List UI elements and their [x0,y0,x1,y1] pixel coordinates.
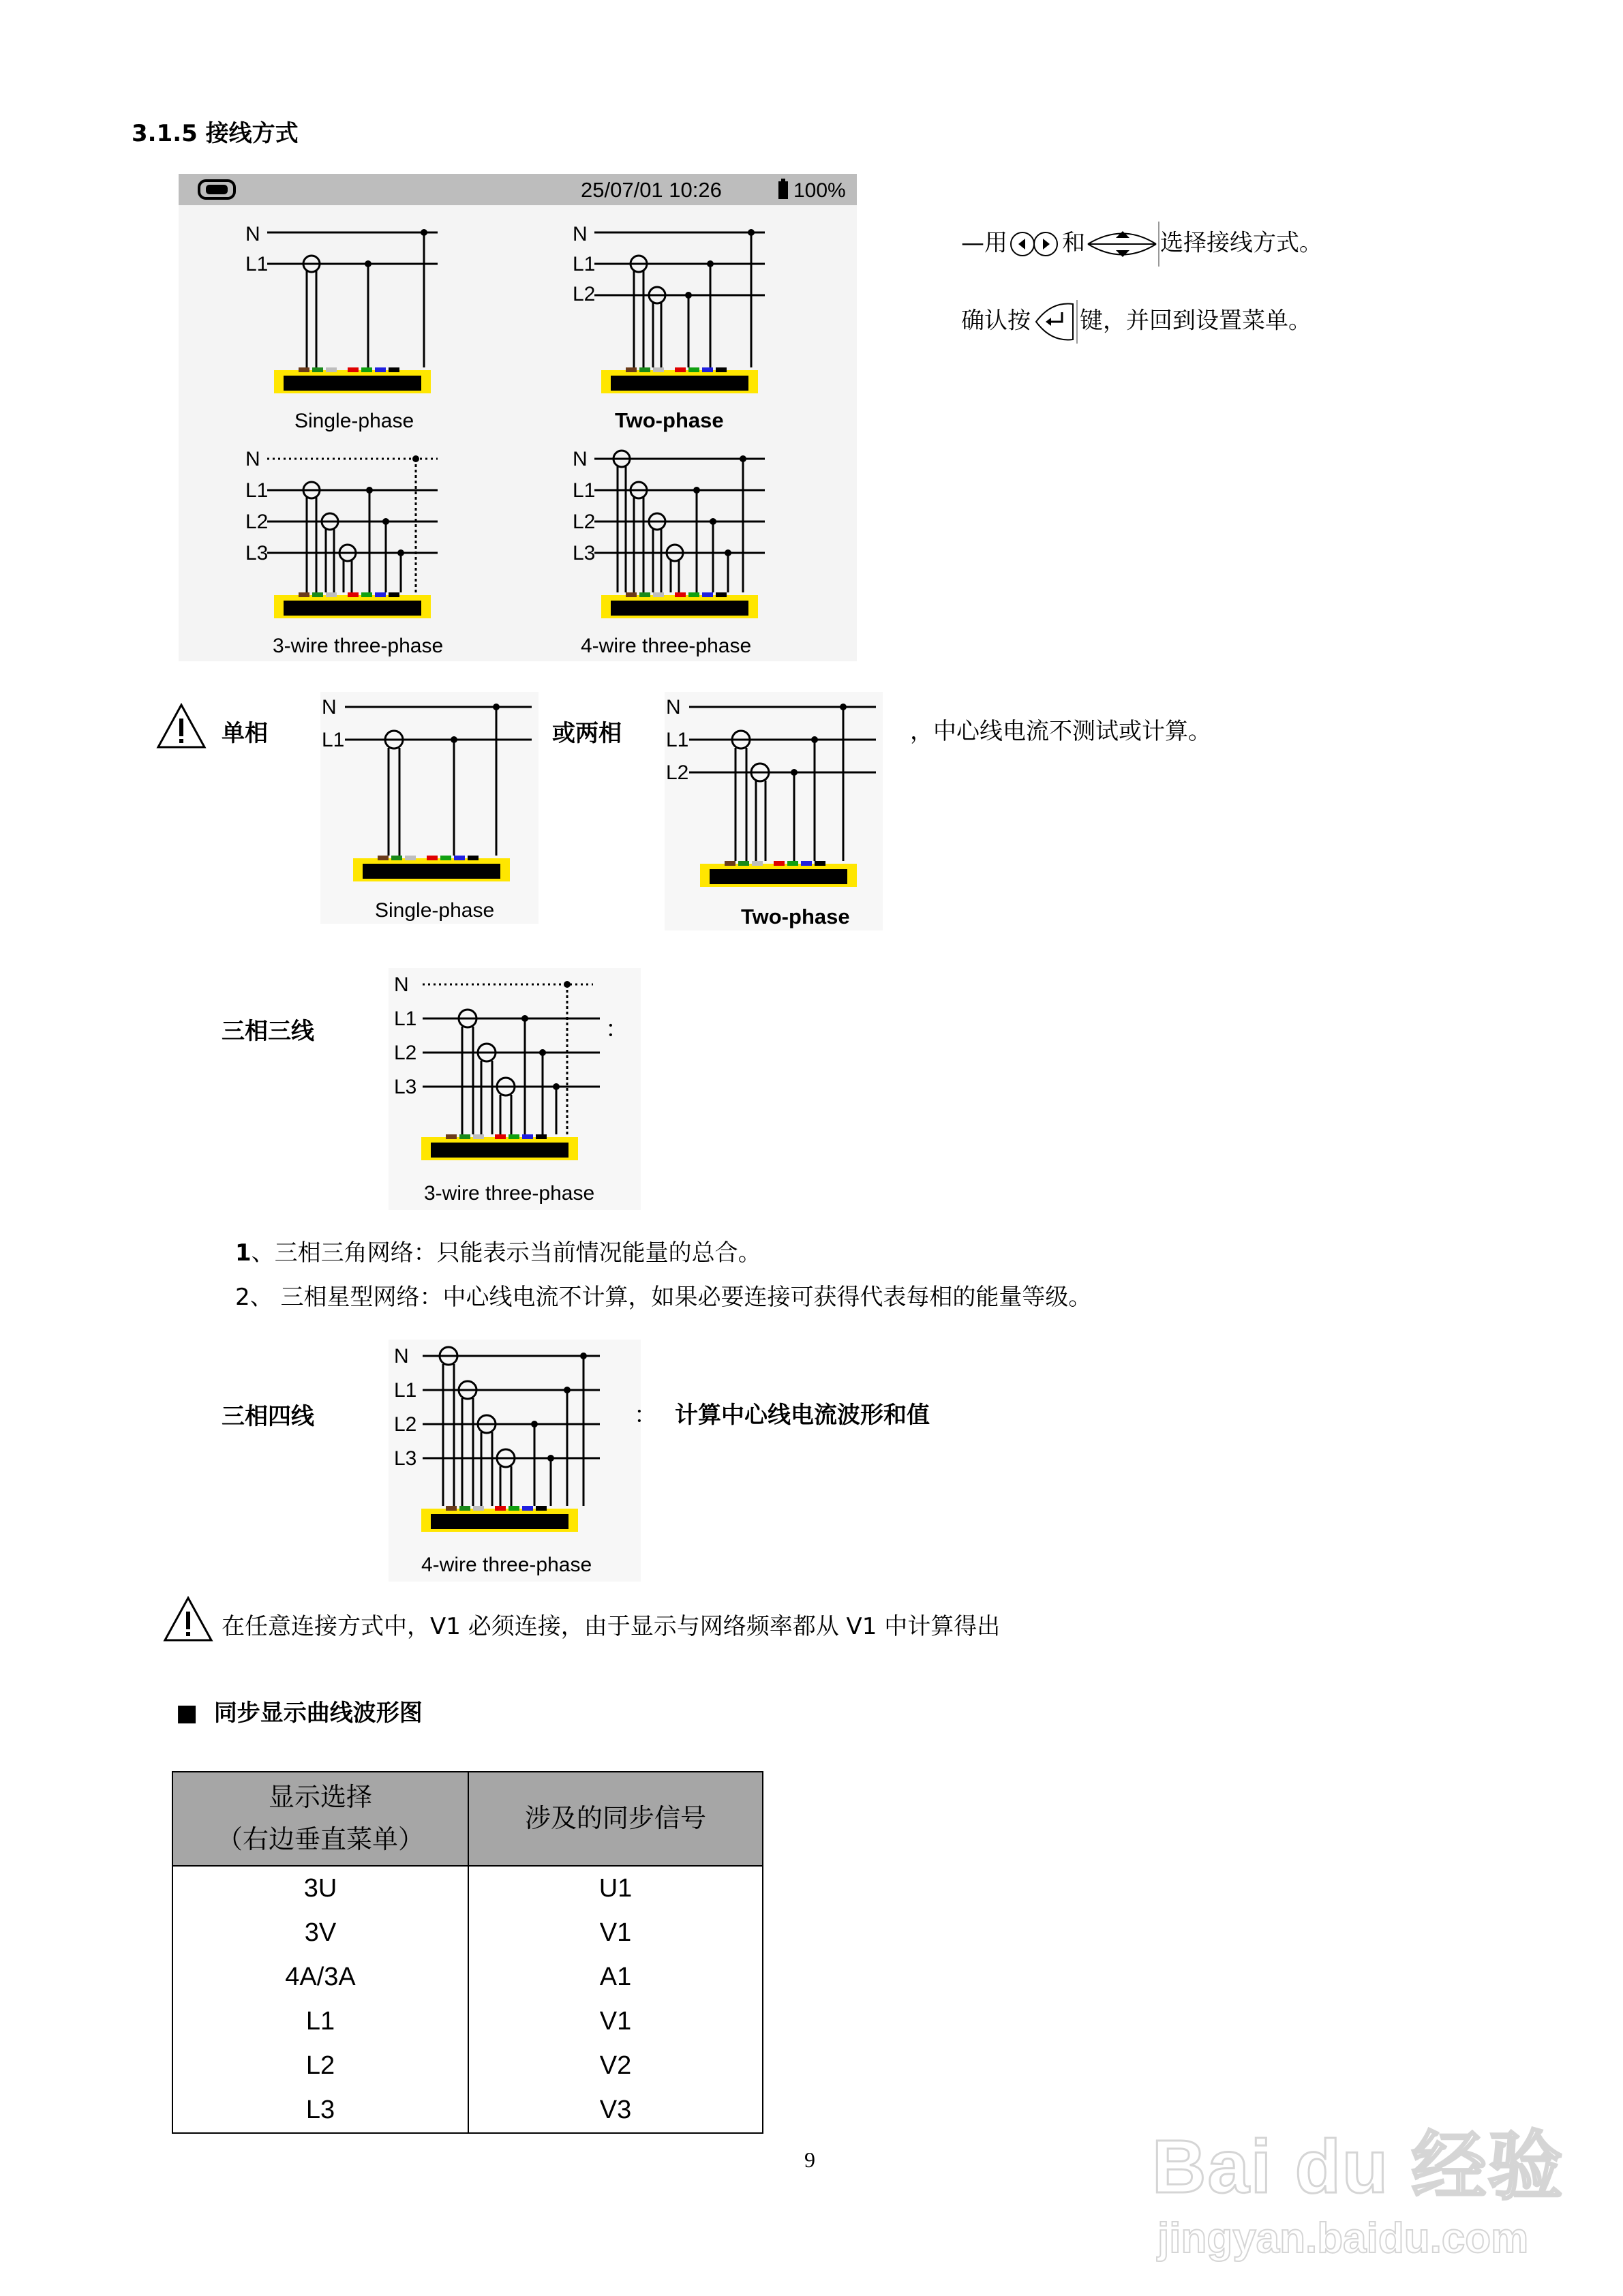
cell-display: L1 [172,1999,468,2044]
svg-text:L3: L3 [245,542,269,564]
svg-text:L3: L3 [394,1076,417,1098]
option-two-phase [573,223,765,432]
cell-display: L2 [172,2044,468,2088]
bullet-icon: ■ [176,1700,198,1727]
svg-text:L2: L2 [394,1413,417,1436]
caption-two-phase: Two-phase [615,408,724,432]
device-screen [179,174,857,661]
four-wire-label: 三相四线 [222,1403,314,1430]
cell-signal: U1 [468,1866,763,1911]
svg-text:L1: L1 [666,729,689,751]
svg-text:L2: L2 [245,511,269,533]
svg-text:N: N [666,696,681,719]
caption-single-phase: Single-phase [294,410,414,432]
sync-heading: ■ 同步显示曲线波形图 [176,1700,423,1727]
cell-display: 3V [172,1911,468,1955]
section-heading [132,115,299,148]
option-3-wire [245,448,443,657]
four-wire-note: 计算中心线电流波形和值 [675,1402,930,1429]
option-single-phase [245,223,438,432]
svg-text:N: N [245,448,260,470]
svg-text:N: N [394,1345,409,1368]
svg-text:L1: L1 [245,479,269,502]
svg-text:L3: L3 [573,542,596,564]
svg-text:L1: L1 [322,729,345,751]
svg-text:L2: L2 [573,283,596,305]
warning1-or-two: 或两相 [552,720,622,747]
caption-two-phase-2: Two-phase [741,905,850,928]
svg-text:N: N [573,223,588,245]
table-row [172,1999,763,2044]
table-row [172,2088,763,2133]
table-row [172,1866,763,1911]
svg-text:N: N [394,973,409,996]
header-display-selection: 显示选择 （右边垂直菜单） [172,1772,468,1866]
warning2-text: 在任意连接方式中，V1 必须连接，由于显示与网络频率都从 V1 中计算得出 [222,1613,1001,1640]
warning-icon [155,702,207,750]
three-wire-item-1: 1、三相三角网络：只能表示当前情况能量的总合。 [235,1239,761,1267]
cell-display: 3U [172,1866,468,1911]
cell-signal: V1 [468,1999,763,2044]
status-datetime: 25/07/01 10:26 [581,178,722,202]
svg-text:L1: L1 [394,1008,417,1030]
warning1-note: ，中心线电流不测试或计算。 [910,718,1211,745]
diagram-3-wire [389,968,641,1210]
cell-display: 4A/3A [172,1955,468,1999]
up-down-keys-icon [1085,222,1160,267]
sync-signal-table [172,1771,763,2134]
table-row [172,1911,763,1955]
svg-text:L1: L1 [394,1379,417,1402]
svg-text:L1: L1 [245,253,269,275]
three-wire-label: 三相三线 [222,1018,314,1045]
caption-3-wire-2: 3-wire three-phase [424,1182,595,1205]
instruction-line-2: 确认按 键，并回到设置菜单。 [961,300,1311,344]
four-wire-colon: ： [634,1402,657,1429]
caption-3-wire: 3-wire three-phase [273,635,444,657]
watermark [1152,2106,1564,2263]
cell-signal: V3 [468,2088,763,2133]
table-row [172,1955,763,1999]
status-bar [179,174,857,205]
instruction-line-1: —用 和 选择接线方式。 [961,222,1322,267]
svg-text:N: N [573,448,588,470]
warning1-single: 单相 [222,720,268,747]
diagram-single-phase [320,692,539,924]
battery-icon [778,181,788,199]
cell-display: L3 [172,2088,468,2133]
left-right-keys-icon [1007,228,1062,260]
cell-signal: A1 [468,1955,763,1999]
caption-single-phase-2: Single-phase [375,899,495,922]
warning-icon-2 [162,1595,214,1643]
page-number: 9 [804,2147,815,2172]
cell-signal: V1 [468,1911,763,1955]
device-screen-drawing [179,174,857,661]
svg-text:L1: L1 [573,253,596,275]
section-number: 3.1.5 [132,120,198,147]
diagram-two-phase [665,692,883,931]
three-wire-colon: ： [605,1016,628,1043]
caption-4-wire: 4-wire three-phase [581,635,752,657]
cell-signal: V2 [468,2044,763,2088]
svg-text:N: N [322,696,337,719]
diagram-4-wire [389,1340,641,1582]
enter-key-icon [1031,300,1080,344]
svg-text:N: N [245,223,260,245]
watermark-url: jingyan.baidu.com [1157,2215,1529,2262]
svg-text:L2: L2 [573,511,596,533]
section-title: 接线方式 [205,120,299,147]
header-sync-signal: 涉及的同步信号 [468,1772,763,1866]
option-4-wire [573,448,765,657]
caption-4-wire-2: 4-wire three-phase [421,1554,592,1576]
three-wire-item-2: 2、 三相星型网络：中心线电流不计算，如果必要连接可获得代表每相的能量等级。 [235,1284,1092,1311]
svg-text:L2: L2 [666,761,689,784]
table-row [172,2044,763,2088]
svg-text:L1: L1 [573,479,596,502]
status-battery: 100% [793,179,846,202]
watermark-brand: Bai du 经验 [1152,2125,1564,2209]
svg-text:L2: L2 [394,1042,417,1064]
svg-text:L3: L3 [394,1447,417,1470]
